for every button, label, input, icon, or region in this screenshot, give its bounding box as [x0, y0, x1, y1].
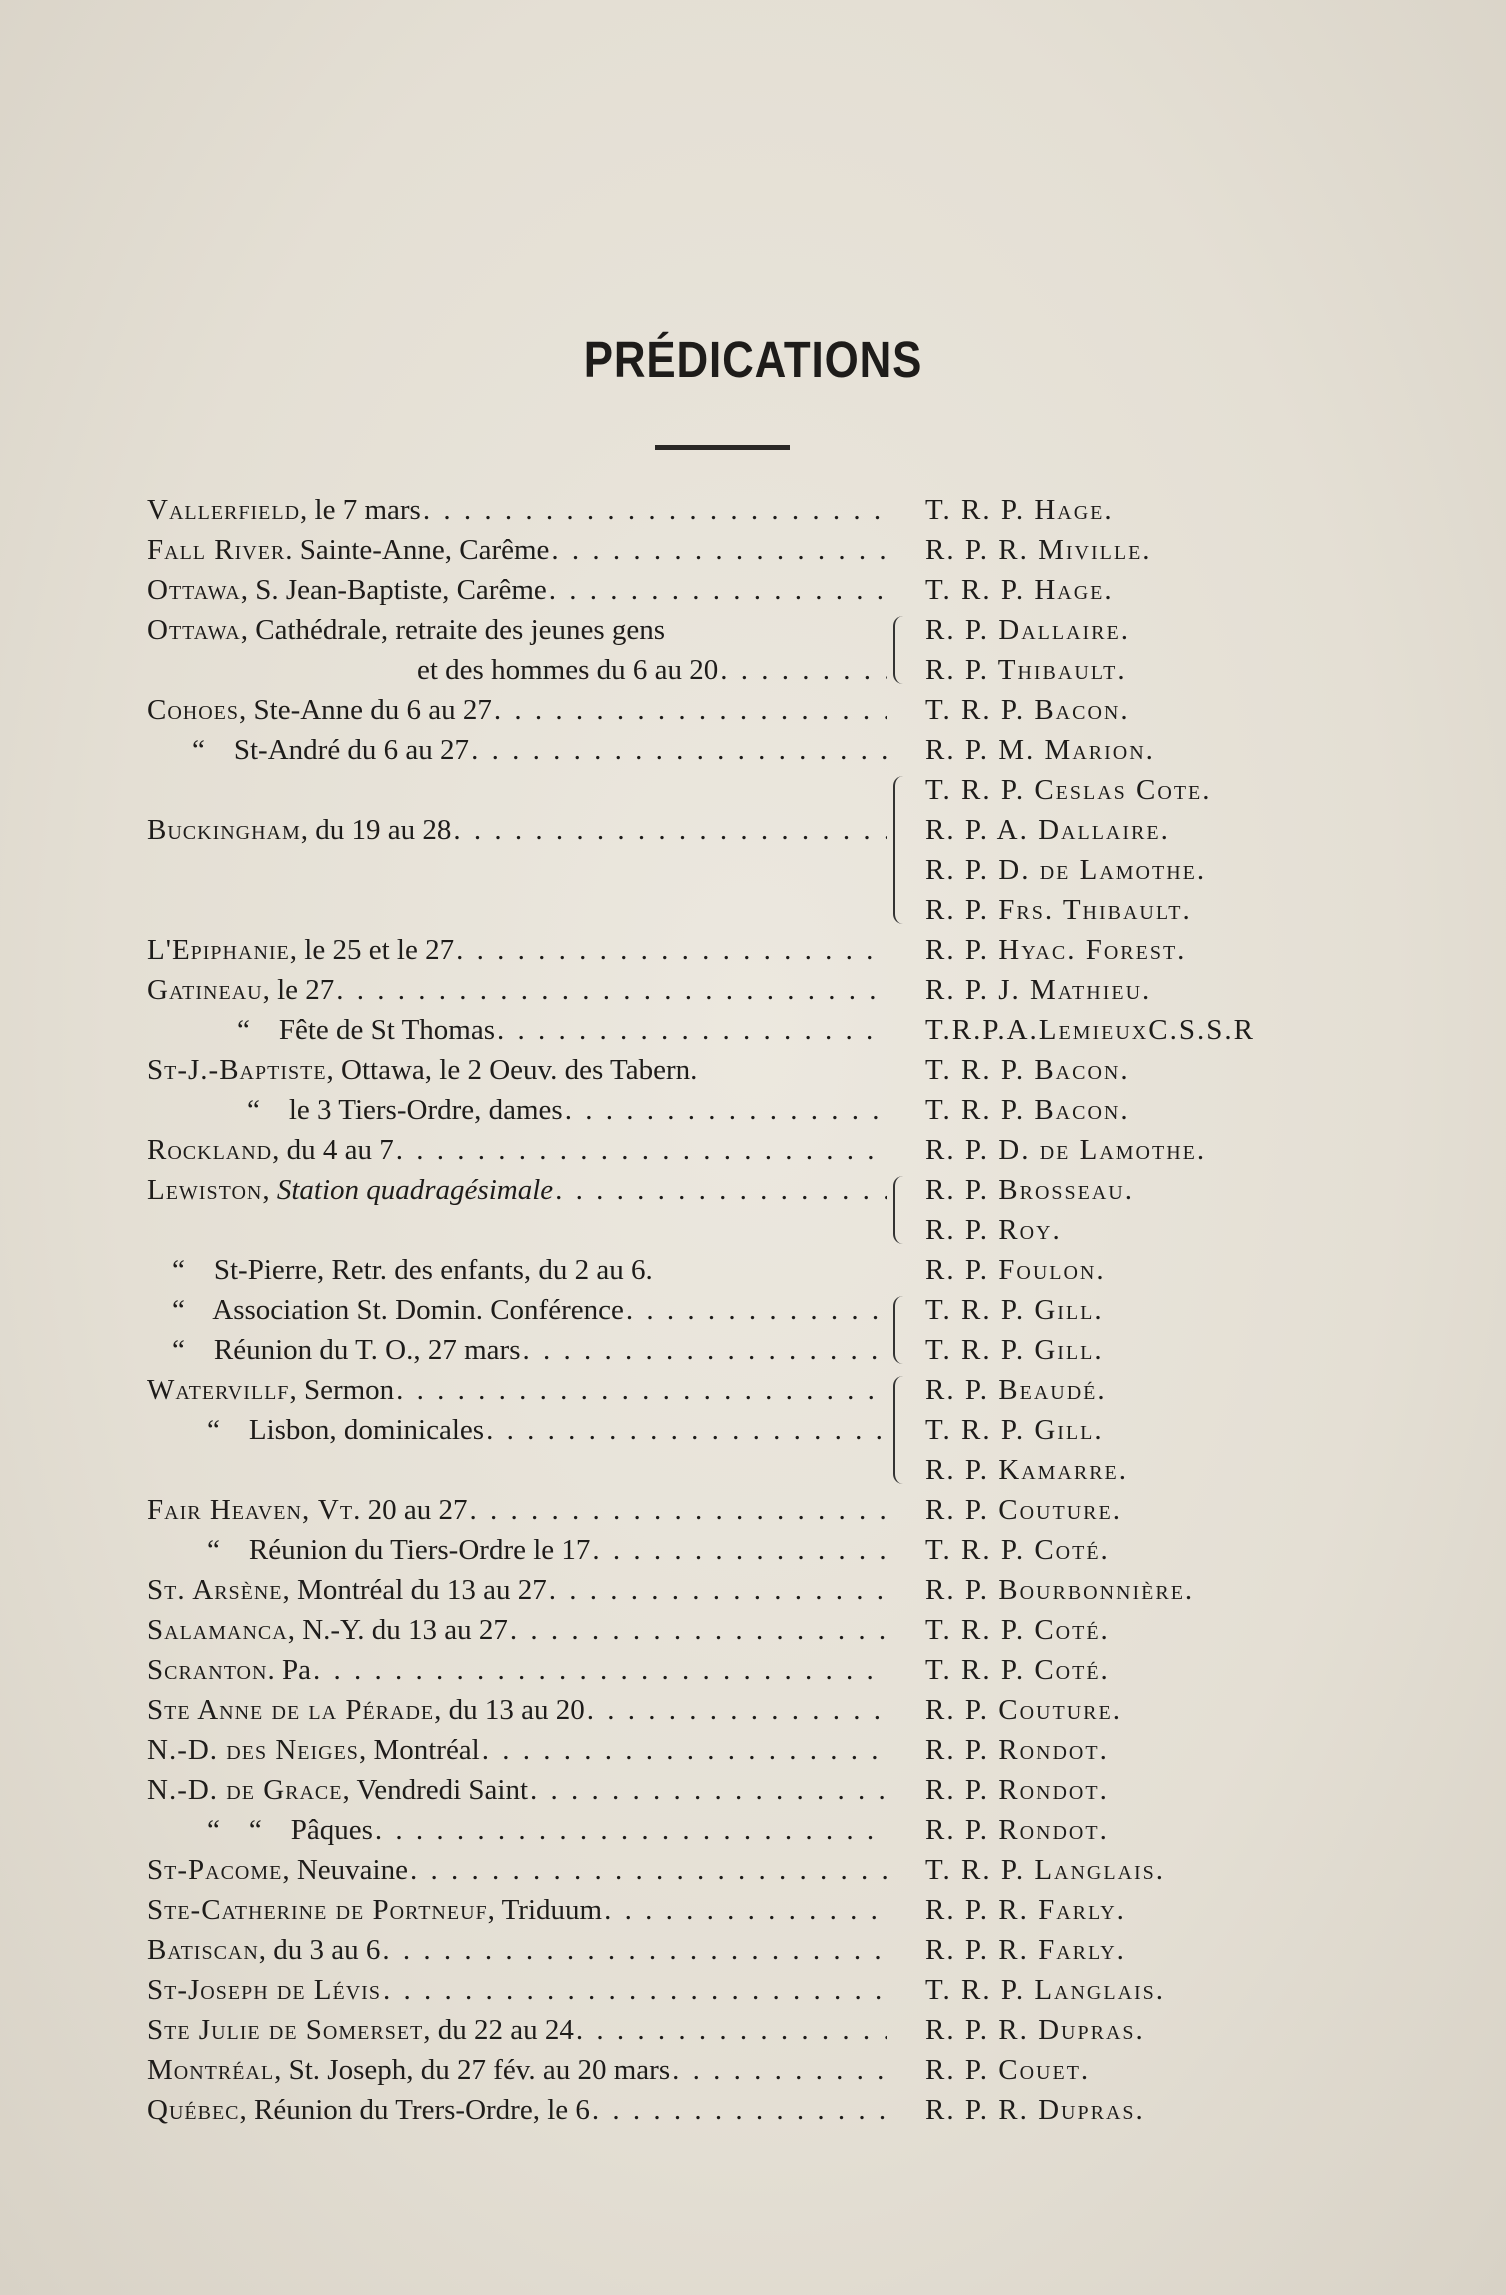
entry-line [147, 1450, 887, 1490]
dot-leader [549, 1570, 887, 1610]
entry-line [147, 1530, 887, 1570]
place-name: Batiscan [147, 1934, 259, 1966]
entry-location [147, 930, 887, 970]
preacher-name: R. P. Hyac. Forest. [925, 934, 1187, 966]
dot-leader [456, 930, 887, 970]
entry-location [147, 730, 887, 770]
entry-location [147, 1890, 887, 1930]
place-name: St. Arsène [147, 1574, 283, 1606]
list-item [147, 1930, 1307, 1970]
entry-location [147, 1810, 887, 1850]
preacher-name: T. R. P. Langlais. [925, 1974, 1166, 2006]
entry-line [147, 1090, 887, 1130]
entry-preachers [887, 1530, 1307, 1570]
preacher-name: T. R. P. Bacon. [925, 1094, 1130, 1126]
entry-detail: , le 7 mars [300, 494, 421, 526]
preacher-name: R. P. Thibault. [925, 654, 1127, 686]
entry-preachers [887, 1250, 1307, 1290]
list-item [147, 530, 1307, 570]
dot-leader [313, 1650, 887, 1690]
entry-detail: “ St-Pierre, Retr. des enfants, du 2 au 6. [172, 1254, 653, 1286]
dot-leader [423, 490, 887, 530]
place-name: Gatineau [147, 974, 263, 1006]
dot-leader [672, 2050, 887, 2090]
entry-line [147, 1490, 887, 1530]
entry-location [147, 1010, 887, 1050]
dot-leader [576, 2010, 887, 2050]
entry-preachers [887, 1490, 1307, 1530]
place-name: Lewiston [147, 1174, 263, 1206]
dot-leader [410, 1850, 887, 1890]
entry-line [147, 1930, 887, 1970]
entry-preachers [887, 1170, 1307, 1250]
entry-line [147, 1850, 887, 1890]
entry-detail: . Pa [267, 1654, 311, 1686]
dot-leader [720, 650, 887, 690]
list-item [147, 690, 1307, 730]
title-rule [655, 445, 790, 450]
place-name: N.-D. des Neiges [147, 1734, 359, 1766]
entry-line [147, 1330, 887, 1370]
list-item [147, 1970, 1307, 2010]
preacher-name: T. R. P. Coté. [925, 1614, 1110, 1646]
place-name: L'Epiphanie [147, 934, 290, 966]
entry-location [147, 690, 887, 730]
place-name: Watervillf [147, 1374, 290, 1406]
entry-detail: “ St-André du 6 au 27 [192, 734, 470, 766]
dot-leader [482, 1730, 887, 1770]
entry-line [147, 1770, 887, 1810]
page-title: PRÉDICATIONS [583, 331, 923, 388]
entry-line [147, 2010, 887, 2050]
entry-line [147, 530, 887, 570]
dot-leader [604, 1890, 887, 1930]
dot-leader [486, 1410, 887, 1450]
list-item [147, 1690, 1307, 1730]
preacher-name: R. P. Foulon. [925, 1254, 1106, 1286]
preacher-name: T. R. P. Langlais. [925, 1854, 1166, 1886]
preacher-name: T. R. P. Coté. [925, 1534, 1110, 1566]
entry-preachers [887, 1850, 1307, 1890]
entry-line [147, 970, 887, 1010]
list-item [147, 1370, 1307, 1490]
entry-line [147, 650, 887, 690]
entry-detail: , du 22 au 24 [423, 2014, 574, 2046]
dot-leader [383, 1970, 887, 2010]
preacher-name: R. P. R. Miville. [925, 534, 1152, 566]
entry-location [147, 1490, 887, 1530]
preacher-name: T. R. P. Bacon. [925, 694, 1130, 726]
entry-detail: , Neuvaine [282, 1854, 408, 1886]
entry-line [147, 2050, 887, 2090]
dot-leader [494, 690, 887, 730]
entry-detail: , du 4 au 7 [272, 1134, 394, 1166]
dot-leader [587, 1690, 887, 1730]
preacher-name: T. R. P. Gill. [925, 1414, 1104, 1446]
list-item [147, 1850, 1307, 1890]
entry-location [147, 1690, 887, 1730]
dot-leader [453, 810, 887, 850]
brace-icon [893, 776, 909, 924]
place-name: Ste Anne de la Pérade [147, 1694, 435, 1726]
dot-leader [565, 1090, 887, 1130]
dot-leader [471, 730, 887, 770]
list-item [147, 2010, 1307, 2050]
entry-detail: , le 25 et le 27 [289, 934, 455, 966]
entry-line [147, 1170, 887, 1210]
entry-line [147, 1050, 887, 1090]
place-name: Montréal [147, 2054, 275, 2086]
entry-location [147, 2090, 887, 2130]
entry-line [147, 1890, 887, 1930]
list-item [147, 1770, 1307, 1810]
list-item [147, 1050, 1307, 1090]
entry-preachers [887, 1650, 1307, 1690]
place-name: Buckingham [147, 814, 301, 846]
preacher-name: T. R. P. Gill. [925, 1294, 1104, 1326]
entry-line [147, 930, 887, 970]
list-item [147, 1250, 1307, 1290]
place-name: St-Pacome [147, 1854, 283, 1886]
dot-leader [375, 1810, 887, 1850]
list-item [147, 1810, 1307, 1850]
entry-location [147, 1570, 887, 1610]
entry-line [147, 490, 887, 530]
list-item [147, 1290, 1307, 1370]
entry-location [147, 1930, 887, 1970]
preacher-name: R. P. Dallaire. [925, 614, 1130, 646]
entry-line [147, 1690, 887, 1730]
entry-line [147, 1730, 887, 1770]
place-name: Ottawa [147, 574, 241, 606]
place-name: Scranton [147, 1654, 268, 1686]
entry-line [147, 1810, 887, 1850]
entry-location [147, 1370, 887, 1490]
dot-leader [510, 1610, 887, 1650]
entry-detail: , du 13 au 20 [434, 1694, 585, 1726]
entry-detail: , Montréal du 13 au 27 [282, 1574, 547, 1606]
entry-line [147, 1370, 887, 1410]
place-name: Ste-Catherine de Portneuf [147, 1894, 488, 1926]
place-name: Salamanca [147, 1614, 288, 1646]
entry-preachers [887, 1970, 1307, 2010]
entry-preachers [887, 490, 1307, 530]
entry-detail: , Vendredi Saint [342, 1774, 529, 1806]
dot-leader [523, 1330, 888, 1370]
entry-line [147, 1570, 887, 1610]
entry-preachers [887, 930, 1307, 970]
entry-location [147, 1970, 887, 2010]
place-name: St-Joseph de Lévis [147, 1974, 381, 2006]
entry-italic-detail: Station quadragésimale [276, 1174, 554, 1206]
preacher-name: R. P. J. Mathieu. [925, 974, 1152, 1006]
entry-preachers [887, 1090, 1307, 1130]
entry-location [147, 490, 887, 530]
entry-detail: , Ste-Anne du 6 au 27 [239, 694, 492, 726]
entry-preachers [887, 1610, 1307, 1650]
entry-location [147, 1530, 887, 1570]
preacher-name: T. R. P. Gill. [925, 1334, 1104, 1366]
dot-leader [555, 1170, 887, 1210]
list-item [147, 570, 1307, 610]
preacher-name: T. R. P. Hage. [925, 574, 1114, 606]
entry-location [147, 530, 887, 570]
entry-preachers [887, 970, 1307, 1010]
entry-preachers [887, 570, 1307, 610]
entry-location [147, 2010, 887, 2050]
entry-line [147, 1130, 887, 1170]
entry-preachers [887, 2010, 1307, 2050]
entry-detail: , du 19 au 28 [300, 814, 452, 846]
dot-leader [592, 1530, 887, 1570]
entry-preachers [887, 730, 1307, 770]
entry-preachers [887, 1730, 1307, 1770]
place-name: St-J.-Baptiste [147, 1054, 327, 1086]
entry-detail: , le 27 [262, 974, 335, 1006]
entry-line [147, 1250, 887, 1290]
place-name: Cohoes [147, 694, 240, 726]
entry-line [147, 890, 887, 930]
entry-detail: et des hommes du 6 au 20 [417, 654, 719, 686]
entry-line [147, 1970, 887, 2010]
place-name: Québec [147, 2094, 240, 2126]
entry-detail: “ Réunion du T. O., 27 mars [172, 1334, 521, 1366]
entry-line [147, 610, 887, 650]
place-name: N.-D. de Grace [147, 1774, 343, 1806]
preacher-name: T. R. P. Ceslas Cote. [925, 774, 1212, 806]
entry-location [147, 610, 887, 690]
entry-preachers [887, 1570, 1307, 1610]
dot-leader [549, 570, 887, 610]
entry-line [147, 1290, 887, 1330]
entry-detail: , Montréal [358, 1734, 480, 1766]
entry-detail: , [262, 1174, 277, 1206]
preacher-name: R. P. Couet. [925, 2054, 1091, 2086]
entry-line [147, 730, 887, 770]
entry-line [147, 690, 887, 730]
entry-preachers [887, 1890, 1307, 1930]
preacher-name: R. P. R. Dupras. [925, 2094, 1145, 2126]
entry-location [147, 1170, 887, 1250]
entry-location [147, 2050, 887, 2090]
entry-line [147, 1010, 887, 1050]
preacher-name: R. P. Rondot. [925, 1774, 1109, 1806]
dot-leader [396, 1370, 887, 1410]
entry-preachers [887, 1810, 1307, 1850]
entry-detail: , N.-Y. du 13 au 27 [287, 1614, 508, 1646]
preacher-name: R. P. Bourbonnière. [925, 1574, 1195, 1606]
entry-location [147, 1130, 887, 1170]
preacher-name: T. R. P. Coté. [925, 1654, 1110, 1686]
entry-preachers [887, 2050, 1307, 2090]
entry-location [147, 770, 887, 930]
entry-line [147, 1210, 887, 1250]
preacher-name: R. P. R. Dupras. [925, 2014, 1145, 2046]
preacher-name: R. P. Couture. [925, 1494, 1122, 1526]
preacher-name: R. P. Rondot. [925, 1734, 1109, 1766]
list-item [147, 1610, 1307, 1650]
dot-leader [530, 1770, 887, 1810]
list-item [147, 1890, 1307, 1930]
preacher-name: T.R.P.A.LemieuxC.S.S.R [925, 1014, 1255, 1046]
preacher-name: R. P. Roy. [925, 1214, 1062, 1246]
entry-preachers [887, 610, 1307, 690]
list-item [147, 930, 1307, 970]
entry-line [147, 770, 887, 810]
entry-detail: “ Association St. Domin. Conférence [172, 1294, 624, 1326]
entry-preachers [887, 1690, 1307, 1730]
dot-leader [382, 1930, 887, 1970]
entry-location [147, 1650, 887, 1690]
preacher-name: R. P. Beaudé. [925, 1374, 1107, 1406]
preacher-name: R. P. R. Farly. [925, 1894, 1126, 1926]
preacher-name: R. P. R. Farly. [925, 1934, 1126, 1966]
preacher-name: R. P. Couture. [925, 1694, 1122, 1726]
entry-preachers [887, 1130, 1307, 1170]
entry-location [147, 1050, 887, 1090]
entry-detail: , St. Joseph, du 27 fév. au 20 mars [274, 2054, 671, 2086]
entry-detail: . Sainte-Anne, Carême [285, 534, 550, 566]
entry-detail: “ le 3 Tiers-Ordre, dames [247, 1094, 563, 1126]
entry-location [147, 970, 887, 1010]
dot-leader [469, 1490, 887, 1530]
dot-leader [396, 1130, 887, 1170]
entry-detail: , Réunion du Trers-Ordre, le 6 [239, 2094, 590, 2126]
sermon-list [147, 490, 1307, 2130]
place-name: Rockland [147, 1134, 273, 1166]
entry-line [147, 2090, 887, 2130]
list-item [147, 770, 1307, 930]
list-item [147, 730, 1307, 770]
entry-preachers [887, 770, 1307, 930]
entry-detail: “ Fête de St Thomas [237, 1014, 496, 1046]
entry-location [147, 1770, 887, 1810]
place-name: Fair Heaven, Vt [147, 1494, 354, 1526]
entry-location [147, 1850, 887, 1890]
entry-location [147, 1090, 887, 1130]
preacher-name: T. R. P. Bacon. [925, 1054, 1130, 1086]
list-item [147, 2090, 1307, 2130]
dot-leader [551, 530, 887, 570]
list-item [147, 1170, 1307, 1250]
preacher-name: R. P. M. Marion. [925, 734, 1155, 766]
entry-line [147, 1650, 887, 1690]
entry-line [147, 810, 887, 850]
dot-leader [626, 1290, 887, 1330]
entry-detail: , Sermon [289, 1374, 395, 1406]
entry-preachers [887, 1930, 1307, 1970]
list-item [147, 1570, 1307, 1610]
list-item [147, 1090, 1307, 1130]
list-item [147, 1530, 1307, 1570]
entry-line [147, 570, 887, 610]
preacher-name: R. P. Brosseau. [925, 1174, 1134, 1206]
entry-detail: . 20 au 27 [353, 1494, 468, 1526]
entry-location [147, 1250, 887, 1290]
brace-icon [893, 616, 909, 684]
dot-leader [336, 970, 887, 1010]
preacher-name: T. R. P. Hage. [925, 494, 1114, 526]
brace-icon [893, 1176, 909, 1244]
entry-detail: , Cathédrale, retraite des jeunes gens [240, 614, 666, 646]
dot-leader [592, 2090, 887, 2130]
list-item [147, 610, 1307, 690]
list-item [147, 490, 1307, 530]
list-item [147, 970, 1307, 1010]
brace-icon [893, 1296, 909, 1364]
entry-line [147, 1410, 887, 1450]
entry-line [147, 1610, 887, 1650]
entry-location [147, 1610, 887, 1650]
entry-preachers [887, 530, 1307, 570]
entry-preachers [887, 1050, 1307, 1090]
brace-icon [893, 1376, 909, 1484]
entry-detail: , du 3 au 6 [258, 1934, 381, 1966]
entry-detail: “ Lisbon, dominicales [207, 1414, 485, 1446]
preacher-name: R. P. Rondot. [925, 1814, 1109, 1846]
entry-preachers [887, 690, 1307, 730]
preacher-name: R. P. D. de Lamothe. [925, 854, 1207, 886]
place-name: Ottawa [147, 614, 241, 646]
place-name: Vallerfield [147, 494, 301, 526]
entry-preachers [887, 2090, 1307, 2130]
entry-preachers [887, 1370, 1307, 1490]
dot-leader [497, 1010, 887, 1050]
entry-detail: , Ottawa, le 2 Oeuv. des Tabern. [326, 1054, 698, 1086]
place-name: Fall River [147, 534, 286, 566]
preacher-name: R. P. D. de Lamothe. [925, 1134, 1207, 1166]
preacher-name: R. P. A. Dallaire. [925, 814, 1170, 846]
preacher-name: R. P. Frs. Thibault. [925, 894, 1192, 926]
list-item [147, 1650, 1307, 1690]
entry-preachers [887, 1010, 1307, 1050]
list-item [147, 1490, 1307, 1530]
entry-preachers [887, 1290, 1307, 1370]
entry-location [147, 1290, 887, 1370]
list-item [147, 2050, 1307, 2090]
preacher-name: R. P. Kamarre. [925, 1454, 1129, 1486]
entry-detail: , Triduum [487, 1894, 603, 1926]
entry-detail: , S. Jean-Baptiste, Carême [240, 574, 547, 606]
list-item [147, 1730, 1307, 1770]
entry-preachers [887, 1770, 1307, 1810]
entry-location [147, 1730, 887, 1770]
place-name: Ste Julie de Somerset [147, 2014, 424, 2046]
list-item [147, 1130, 1307, 1170]
entry-location [147, 570, 887, 610]
entry-detail: “ “ Pâques [207, 1814, 373, 1846]
entry-line [147, 850, 887, 890]
entry-detail: “ Réunion du Tiers-Ordre le 17 [207, 1534, 591, 1566]
list-item [147, 1010, 1307, 1050]
